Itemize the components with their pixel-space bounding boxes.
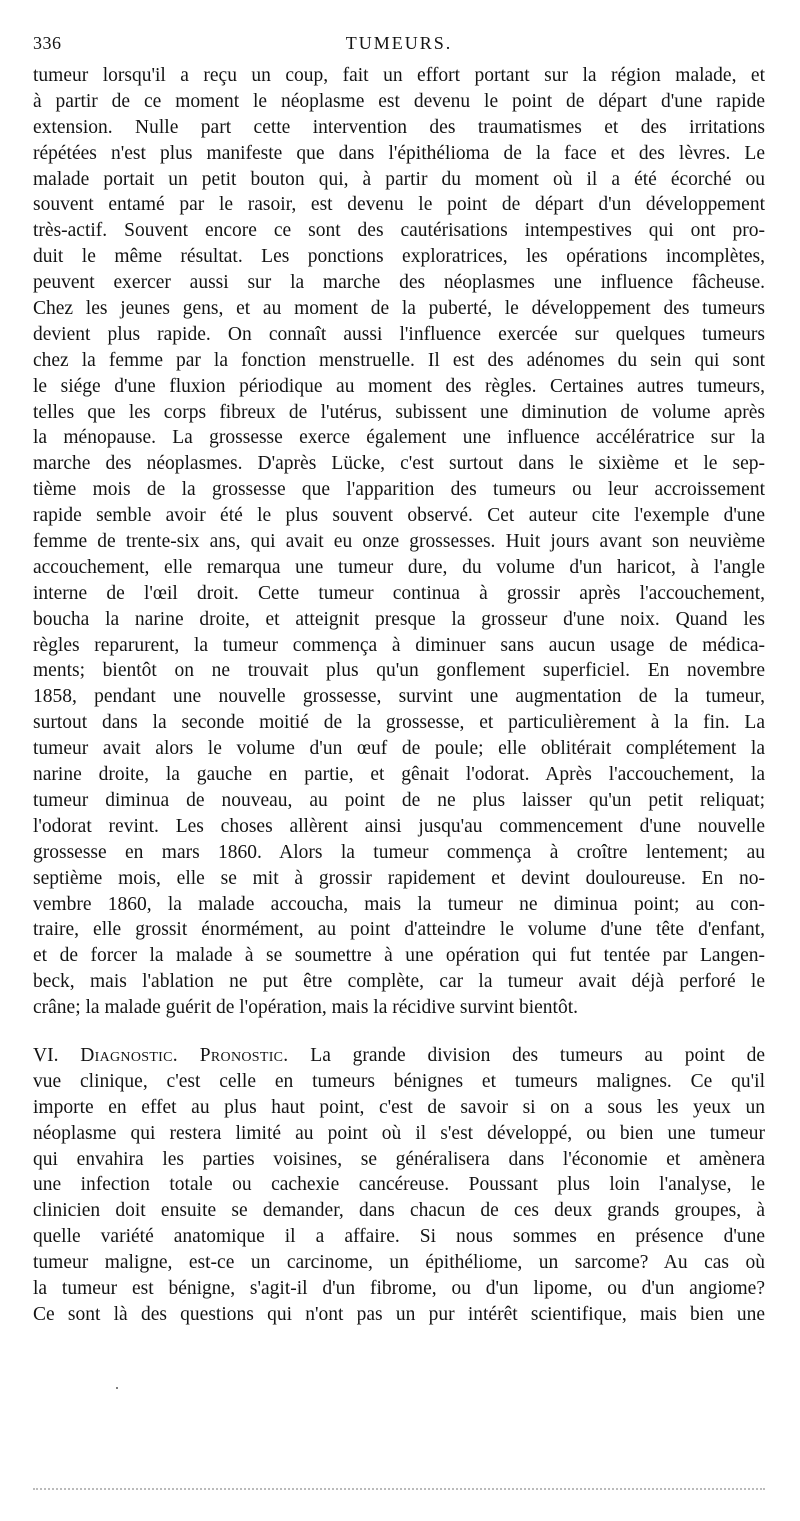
bottom-print-artifacts (33, 1488, 765, 1494)
text-line: et de forcer la malade à se soumettre à une opération qui fut tentée par Langen- (33, 945, 765, 967)
text-line: peuvent exercer aussi sur la marche des néoplasmes une influence fâcheuse. (33, 272, 765, 294)
print-speck (116, 1387, 118, 1389)
text-line: rapide semble avoir été le plus souvent observé. Cet auteur cite l'exemple d'une (33, 505, 765, 527)
text-line: souvent entamé par le rasoir, est devenu le point de départ d'un développement (33, 194, 765, 216)
text-line: importe en effet au plus haut point, c'est de savoir si on a sous les yeux un (33, 1096, 765, 1118)
text-line: à partir de ce moment le néoplasme est devenu le point de départ d'une rapide (33, 90, 765, 112)
text-line: septième mois, elle se mit à grossir rapidement et devint douloureuse. En no- (33, 867, 765, 889)
text-line: accouchement, elle remarqua une tumeur dure, du volume d'un haricot, à l'angle (33, 556, 765, 578)
section-heading-line (33, 1043, 765, 1069)
text-line: ments; bientôt on ne trouvait plus qu'un gonflement superficiel. En novembre (33, 660, 765, 682)
text-line: le siége d'une fluxion périodique au moment des règles. Certaines autres tumeurs, (33, 375, 765, 397)
text-line: telles que les corps fibreux de l'utérus, subissent une diminution de volume après (33, 401, 765, 423)
section-first-line-text: La grande division des tumeurs au point de (310, 1044, 766, 1066)
page-body (33, 63, 765, 1328)
text-line: qui envahira les parties voisines, se généralisera dans l'économie et amènera (33, 1148, 765, 1170)
text-line: tumeur lorsqu'il a reçu un coup, fait un effort portant sur la région malade, et (33, 65, 765, 86)
text-line: boucha la narine droite, et atteignit presque la grosseur d'une noix. Quand les (33, 608, 765, 630)
text-line: 1858, pendant une nouvelle grossesse, survint une augmentation de la tumeur, (33, 686, 765, 708)
text-line: surtout dans la seconde moitié de la grossesse, et particulièrement à la fin. La (33, 712, 765, 734)
text-line: traire, elle grossit énormément, au point d'atteindre le volume d'une tête d'enfant, (33, 919, 765, 941)
section-number: VI. (33, 1044, 59, 1066)
text-line: tumeur maligne, est-ce un carcinome, un épithéliome, un sarcome? Au cas où (33, 1252, 765, 1274)
text-line: l'odorat revint. Les choses allèrent ainsi jusqu'au commencement d'une nouvelle (33, 815, 765, 837)
text-line: une infection totale ou cachexie cancéreuse. Poussant plus loin l'analyse, le (33, 1174, 765, 1196)
text-line: devient plus rapide. On connaît aussi l'influence exercée sur quelques tumeurs (33, 323, 765, 345)
section-title-pronostic: Pronostic. (199, 1044, 289, 1066)
text-line: tième mois de la grossesse que l'apparition des tumeurs ou leur accroissement (33, 479, 765, 501)
paragraph-gap (33, 1021, 765, 1043)
text-line: règles reparurent, la tumeur commença à diminuer sans aucun usage de médica- (33, 634, 765, 656)
text-line: Chez les jeunes gens, et au moment de la puberté, le développement des tumeurs (33, 298, 765, 320)
paragraph-tumeur-influences (33, 63, 765, 1021)
text-line: la tumeur est bénigne, s'agit-il d'un fibrome, ou d'un lipome, ou d'un angiome? (33, 1277, 765, 1299)
text-line: narine droite, la gauche en partie, et gênait l'odorat. Après l'accouchement, la (33, 764, 765, 786)
text-line: interne de l'œil droit. Cette tumeur continua à grossir après l'accouchement, (33, 582, 765, 604)
text-line: grossesse en mars 1860. Alors la tumeur commença à croître lentement; au (33, 841, 765, 863)
text-line: quelle variété anatomique il a affaire. Si nous sommes en présence d'une (33, 1226, 765, 1248)
section-body-lines (33, 1069, 765, 1328)
section-vi (33, 1043, 765, 1328)
text-line: clinicien doit ensuite se demander, dans chacun de ces deux grands groupes, à (33, 1200, 765, 1222)
text-line: très-actif. Souvent encore ce sont des cautérisations intempestives qui ont pro- (33, 220, 765, 242)
text-line: femme de trente-six ans, qui avait eu onze grossesses. Huit jours avant son neuvième (33, 531, 765, 553)
text-line: la ménopause. La grossesse exerce également une influence accélératrice sur la (33, 427, 765, 449)
running-head: TUMEURS. (345, 33, 453, 53)
section-title-diagnostic: Diagnostic. (80, 1044, 178, 1066)
text-line: Ce sont là des questions qui n'ont pas un pur intérêt scientifique, mais bien une (33, 1303, 765, 1325)
text-line: vembre 1860, la malade accoucha, mais la tumeur ne diminua point; au con- (33, 893, 765, 915)
text-line: néoplasme qui restera limité au point où il s'est développé, ou bien une tumeur (33, 1122, 765, 1144)
page-header (33, 33, 765, 57)
page-number: 336 (33, 33, 62, 53)
text-line: chez la femme par la fonction menstruelle. Il est des adénomes du sein qui sont (33, 349, 765, 371)
text-line: tumeur diminua de nouveau, au point de ne plus laisser qu'un petit reliquat; (33, 789, 765, 811)
text-line: tumeur avait alors le volume d'un œuf de poule; elle oblitérait complétement la (33, 738, 765, 760)
text-line: extension. Nulle part cette intervention des traumatismes et des irritations (33, 116, 765, 138)
text-line: crâne; la malade guérit de l'opération, mais la récidive survint bientôt. (33, 997, 578, 1019)
text-line: vue clinique, c'est celle en tumeurs bénignes et tumeurs malignes. Ce qu'il (33, 1070, 765, 1092)
text-line: malade portait un petit bouton qui, à partir du moment où il a été écorché ou (33, 168, 765, 190)
text-line: répétées n'est plus manifeste que dans l'épithélioma de la face et des lèvres. Le (33, 142, 765, 164)
text-line: beck, mais l'ablation ne put être complète, car la tumeur avait déjà perforé le (33, 971, 765, 993)
text-line: marche des néoplasmes. D'après Lücke, c'est surtout dans le sixième et le sep- (33, 453, 765, 475)
text-line: duit le même résultat. Les ponctions exploratrices, les opérations incomplètes, (33, 246, 765, 268)
